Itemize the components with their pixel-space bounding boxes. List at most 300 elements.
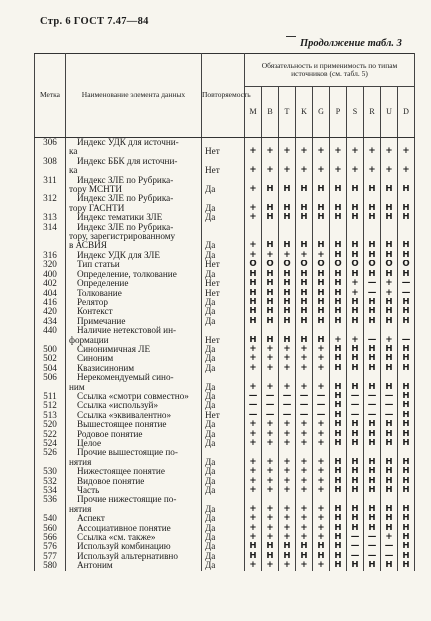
mark-t: [279, 326, 296, 335]
mark-m: [245, 495, 262, 504]
mark-t: +: [279, 524, 296, 533]
mark-b: +: [262, 533, 279, 542]
mark-k: +: [296, 524, 313, 533]
row-name: [66, 270, 202, 279]
table-row: [35, 486, 415, 495]
row-name-text: формации: [69, 335, 109, 345]
row-repeat: Да: [202, 458, 245, 467]
row-code: 532: [35, 477, 66, 486]
mark-d: —: [398, 336, 415, 345]
mark-k: —: [296, 392, 313, 401]
row-name: [66, 533, 202, 542]
mark-s: Н: [347, 430, 364, 439]
row-code: [35, 147, 66, 156]
row-name-text: Ссылка «эквивалентно»: [77, 410, 172, 420]
table-row: [35, 420, 415, 429]
mark-m: +: [245, 430, 262, 439]
mark-s: Н: [347, 345, 364, 354]
mark-s: [347, 326, 364, 335]
mark-d: Н: [398, 514, 415, 523]
mark-m: [245, 448, 262, 457]
row-code: 404: [35, 289, 66, 298]
row-code: 512: [35, 401, 66, 410]
mark-p: +: [330, 147, 347, 156]
mark-k: Н: [296, 298, 313, 307]
table-row: [35, 561, 415, 570]
mark-u: Н: [381, 298, 398, 307]
mark-b: [262, 138, 279, 148]
mark-u: Н: [381, 467, 398, 476]
table-row-continuation: [35, 232, 415, 241]
row-name: [66, 345, 202, 354]
mark-g: [313, 326, 330, 335]
mark-m: +: [245, 477, 262, 486]
mark-u: [381, 495, 398, 504]
mark-p: Н: [330, 279, 347, 288]
mark-r: [364, 448, 381, 457]
mark-m: +: [245, 241, 262, 250]
mark-d: Н: [398, 270, 415, 279]
mark-s: [347, 138, 364, 148]
mark-s: Н: [347, 561, 364, 570]
mark-g: [313, 194, 330, 203]
row-name: [66, 514, 202, 523]
mark-b: +: [262, 514, 279, 523]
row-repeat: [202, 448, 245, 457]
mark-b: +: [262, 383, 279, 392]
row-repeat: Нет: [202, 336, 245, 345]
mark-t: Н: [279, 307, 296, 316]
table-row-continuation: [35, 383, 415, 392]
mark-u: +: [381, 166, 398, 175]
table-row: [35, 401, 415, 410]
row-code: 420: [35, 307, 66, 316]
row-repeat: [202, 495, 245, 504]
table-row: [35, 477, 415, 486]
row-repeat: Да: [202, 505, 245, 514]
row-name: [66, 194, 202, 203]
table-row: [35, 514, 415, 523]
mark-r: +: [364, 166, 381, 175]
table-row: [35, 194, 415, 203]
row-name-text: Антоним: [77, 561, 113, 571]
table-row: [35, 373, 415, 382]
row-name-text: Синонимичная ЛЕ: [77, 344, 151, 354]
row-name: [66, 392, 202, 401]
mark-u: Н: [381, 251, 398, 260]
mark-b: [262, 448, 279, 457]
mark-g: Н: [313, 270, 330, 279]
row-name: [66, 298, 202, 307]
row-name: [66, 467, 202, 476]
mark-d: Н: [398, 298, 415, 307]
mark-k: +: [296, 533, 313, 542]
mark-g: [313, 373, 330, 382]
mark-m: +: [245, 251, 262, 260]
mark-g: [313, 232, 330, 241]
mark-t: +: [279, 166, 296, 175]
mark-k: —: [296, 411, 313, 420]
mark-g: +: [313, 524, 330, 533]
mark-t: +: [279, 458, 296, 467]
mark-k: +: [296, 430, 313, 439]
table-row-continuation: [35, 204, 415, 213]
row-code: 314: [35, 223, 66, 232]
mark-m: Н: [245, 289, 262, 298]
mark-r: Н: [364, 420, 381, 429]
mark-k: [296, 223, 313, 232]
mark-g: +: [313, 439, 330, 448]
mark-b: +: [262, 486, 279, 495]
row-name-text: тору МСНТИ: [69, 185, 123, 195]
mark-g: +: [313, 430, 330, 439]
row-repeat: Да: [202, 552, 245, 561]
row-code: 502: [35, 354, 66, 363]
mark-u: [381, 448, 398, 457]
mark-r: —: [364, 401, 381, 410]
mark-b: +: [262, 251, 279, 260]
mark-g: [313, 157, 330, 166]
mark-u: [381, 176, 398, 185]
mark-t: Н: [279, 336, 296, 345]
mark-u: —: [381, 542, 398, 551]
row-code: 400: [35, 270, 66, 279]
mark-m: +: [245, 147, 262, 156]
row-name: [66, 552, 202, 561]
mark-d: [398, 326, 415, 335]
mark-u: —: [381, 392, 398, 401]
mark-m: Н: [245, 307, 262, 316]
mark-g: +: [313, 533, 330, 542]
mark-d: О: [398, 260, 415, 269]
row-name: [66, 373, 202, 382]
row-name: [66, 458, 202, 467]
row-name: [66, 185, 202, 194]
mark-g: [313, 448, 330, 457]
mark-p: Н: [330, 185, 347, 194]
row-name-text: Индекс тематики ЗЛЕ: [77, 213, 163, 223]
mark-r: Н: [364, 467, 381, 476]
mark-r: +: [364, 147, 381, 156]
mark-g: +: [313, 458, 330, 467]
mark-k: [296, 194, 313, 203]
mark-r: [364, 326, 381, 335]
mark-d: Н: [398, 251, 415, 260]
row-name-text: Нерекомендуемый сино-: [77, 373, 174, 383]
row-code: [35, 241, 66, 250]
mark-m: [245, 138, 262, 148]
row-code: 500: [35, 345, 66, 354]
mark-r: [364, 157, 381, 166]
mark-k: +: [296, 345, 313, 354]
mark-g: Н: [313, 317, 330, 326]
mark-k: +: [296, 458, 313, 467]
mark-t: Н: [279, 542, 296, 551]
row-name: [66, 495, 202, 504]
mark-m: [245, 373, 262, 382]
mark-d: Н: [398, 486, 415, 495]
mark-u: —: [381, 552, 398, 561]
mark-t: [279, 194, 296, 203]
table-row: [35, 467, 415, 476]
mark-u: Н: [381, 383, 398, 392]
mark-p: Н: [330, 270, 347, 279]
row-repeat: Да: [202, 524, 245, 533]
row-repeat: Да: [202, 251, 245, 260]
table-row: [35, 251, 415, 260]
mark-t: +: [279, 383, 296, 392]
row-name-text: Индекс ЗЛЕ по Рубрика-: [77, 175, 174, 185]
mark-k: +: [296, 251, 313, 260]
mark-d: Н: [398, 345, 415, 354]
row-name: [66, 448, 202, 457]
row-code: 504: [35, 364, 66, 373]
mark-t: Н: [279, 270, 296, 279]
mark-r: [364, 223, 381, 232]
row-name: [66, 430, 202, 439]
row-name-text: Наличие нетекстовой ин-: [77, 326, 177, 336]
mark-p: Н: [330, 533, 347, 542]
mark-d: Н: [398, 204, 415, 213]
mark-r: Н: [364, 307, 381, 316]
mark-d: Н: [398, 241, 415, 250]
row-repeat: [202, 223, 245, 232]
mark-m: [245, 194, 262, 203]
row-repeat: Нет: [202, 147, 245, 156]
mark-b: [262, 232, 279, 241]
row-code: [35, 185, 66, 194]
row-code: [35, 505, 66, 514]
mark-g: [313, 223, 330, 232]
mark-k: +: [296, 354, 313, 363]
mark-s: [347, 448, 364, 457]
mark-g: Н: [313, 307, 330, 316]
mark-s: [347, 373, 364, 382]
mark-p: Н: [330, 354, 347, 363]
row-code: 540: [35, 514, 66, 523]
mark-u: Н: [381, 486, 398, 495]
mark-m: [245, 176, 262, 185]
col-header-type-u: U: [381, 87, 398, 138]
mark-b: +: [262, 430, 279, 439]
mark-u: Н: [381, 514, 398, 523]
row-name: [66, 213, 202, 222]
mark-s: Н: [347, 439, 364, 448]
mark-g: [313, 495, 330, 504]
row-code: [35, 336, 66, 345]
mark-s: [347, 223, 364, 232]
mark-p: Н: [330, 411, 347, 420]
row-name-text: Индекс ЗЛЕ по Рубрика-: [77, 194, 174, 204]
row-repeat: Да: [202, 298, 245, 307]
margin-mark: [286, 36, 296, 37]
row-name: [66, 561, 202, 570]
mark-b: +: [262, 420, 279, 429]
mark-g: +: [313, 383, 330, 392]
row-repeat: Да: [202, 317, 245, 326]
mark-s: [347, 194, 364, 203]
mark-p: [330, 448, 347, 457]
mark-g: +: [313, 147, 330, 156]
mark-u: Н: [381, 307, 398, 316]
mark-s: +: [347, 279, 364, 288]
row-repeat: Да: [202, 401, 245, 410]
mark-u: Н: [381, 524, 398, 533]
mark-m: Н: [245, 552, 262, 561]
mark-r: Н: [364, 486, 381, 495]
mark-r: [364, 194, 381, 203]
mark-r: Н: [364, 354, 381, 363]
mark-t: [279, 138, 296, 148]
row-repeat: Да: [202, 392, 245, 401]
mark-b: +: [262, 467, 279, 476]
mark-t: +: [279, 345, 296, 354]
row-code: 312: [35, 194, 66, 203]
mark-p: Н: [330, 524, 347, 533]
mark-b: Н: [262, 289, 279, 298]
mark-r: Н: [364, 561, 381, 570]
mark-b: [262, 373, 279, 382]
mark-b: [262, 326, 279, 335]
col-header-type-d: D: [398, 87, 415, 138]
mark-d: Н: [398, 458, 415, 467]
mark-t: Н: [279, 289, 296, 298]
mark-s: Н: [347, 204, 364, 213]
row-code: 416: [35, 298, 66, 307]
mark-m: Н: [245, 542, 262, 551]
mark-s: О: [347, 260, 364, 269]
mark-g: Н: [313, 289, 330, 298]
row-name-text: Нижестоящее понятие: [77, 467, 165, 477]
mark-b: +: [262, 166, 279, 175]
mark-g: Н: [313, 552, 330, 561]
mark-b: +: [262, 505, 279, 514]
mark-p: Н: [330, 467, 347, 476]
row-name-text: Синоним: [77, 354, 114, 364]
mark-k: +: [296, 514, 313, 523]
mark-r: Н: [364, 185, 381, 194]
row-name: [66, 157, 202, 166]
mark-m: +: [245, 213, 262, 222]
row-code: 320: [35, 260, 66, 269]
row-name-text: ка: [69, 166, 78, 176]
row-code: 524: [35, 439, 66, 448]
mark-p: Н: [330, 477, 347, 486]
table-row: [35, 138, 415, 148]
mark-u: О: [381, 260, 398, 269]
row-name: [66, 326, 202, 335]
mark-b: Н: [262, 279, 279, 288]
mark-d: [398, 223, 415, 232]
mark-t: +: [279, 439, 296, 448]
mark-t: Н: [279, 213, 296, 222]
row-name-text: ним: [69, 382, 85, 392]
mark-b: Н: [262, 542, 279, 551]
row-repeat: [202, 326, 245, 335]
mark-m: —: [245, 392, 262, 401]
mark-r: Н: [364, 505, 381, 514]
mark-b: +: [262, 354, 279, 363]
mark-m: +: [245, 364, 262, 373]
mark-g: [313, 176, 330, 185]
mark-t: +: [279, 477, 296, 486]
row-code: 534: [35, 486, 66, 495]
table-row-continuation: [35, 241, 415, 250]
row-name: [66, 289, 202, 298]
row-repeat: Нет: [202, 166, 245, 175]
mark-t: [279, 495, 296, 504]
mark-u: Н: [381, 430, 398, 439]
mark-k: Н: [296, 289, 313, 298]
mark-p: [330, 223, 347, 232]
mark-m: —: [245, 401, 262, 410]
mark-b: О: [262, 260, 279, 269]
mark-u: Н: [381, 241, 398, 250]
mark-m: +: [245, 505, 262, 514]
mark-d: Н: [398, 185, 415, 194]
mark-s: Н: [347, 467, 364, 476]
mark-r: Н: [364, 364, 381, 373]
mark-d: Н: [398, 411, 415, 420]
mark-r: Н: [364, 430, 381, 439]
mark-p: Н: [330, 514, 347, 523]
mark-s: +: [347, 166, 364, 175]
mark-d: Н: [398, 213, 415, 222]
mark-k: +: [296, 166, 313, 175]
mark-d: [398, 194, 415, 203]
mark-k: [296, 448, 313, 457]
mark-u: Н: [381, 354, 398, 363]
mark-p: Н: [330, 204, 347, 213]
mark-s: [347, 157, 364, 166]
mark-r: Н: [364, 458, 381, 467]
mark-u: Н: [381, 505, 398, 514]
mark-d: Н: [398, 317, 415, 326]
row-name-text: Используй комбинацию: [77, 542, 171, 552]
row-name-text: Ассоциативное понятие: [77, 523, 171, 533]
mark-g: —: [313, 411, 330, 420]
row-name-text: Аспект: [77, 514, 105, 524]
row-name: [66, 439, 202, 448]
col-header-name: Наименование элемента данных: [66, 54, 202, 138]
col-header-repeat: Повторяемость: [202, 54, 245, 138]
row-code: 511: [35, 392, 66, 401]
row-name: [66, 279, 202, 288]
row-name: [66, 477, 202, 486]
mark-p: Н: [330, 401, 347, 410]
mark-b: Н: [262, 213, 279, 222]
mark-s: Н: [347, 364, 364, 373]
mark-p: Н: [330, 486, 347, 495]
mark-s: Н: [347, 486, 364, 495]
mark-t: Н: [279, 298, 296, 307]
mark-r: —: [364, 336, 381, 345]
row-code: 308: [35, 157, 66, 166]
mark-d: Н: [398, 420, 415, 429]
mark-t: —: [279, 392, 296, 401]
row-name: [66, 176, 202, 185]
row-repeat: Да: [202, 477, 245, 486]
mark-k: +: [296, 505, 313, 514]
mark-p: Н: [330, 298, 347, 307]
mark-u: Н: [381, 270, 398, 279]
table-row: [35, 495, 415, 504]
row-name: [66, 401, 202, 410]
mark-b: [262, 495, 279, 504]
mark-t: +: [279, 561, 296, 570]
mark-m: [245, 223, 262, 232]
mark-u: Н: [381, 458, 398, 467]
